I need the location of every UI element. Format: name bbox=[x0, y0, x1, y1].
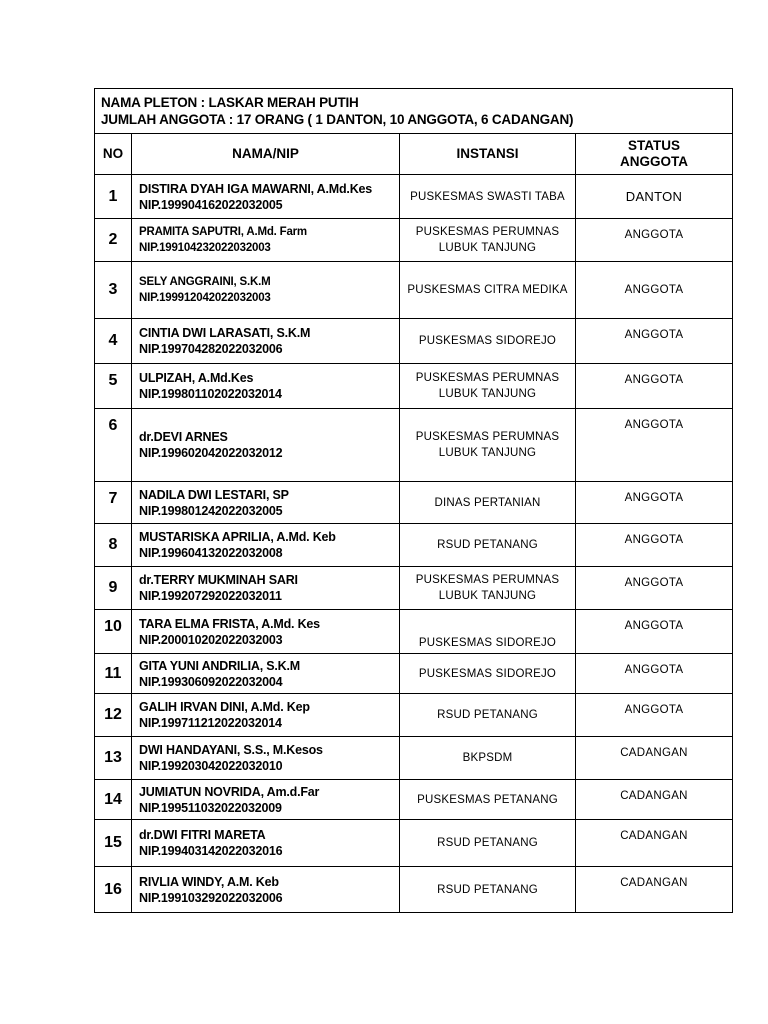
instansi-line2: LUBUK TANJUNG bbox=[438, 447, 537, 459]
row-number: 2 bbox=[95, 219, 132, 262]
member-instansi bbox=[400, 524, 576, 567]
member-status: CADANGAN bbox=[576, 780, 733, 820]
column-header-instansi: INSTANSI bbox=[400, 134, 576, 175]
row-number: 16 bbox=[95, 867, 132, 913]
table-row bbox=[95, 524, 733, 567]
member-instansi bbox=[400, 654, 576, 694]
member-instansi bbox=[400, 262, 576, 319]
member-nip: NIP.199801242022032005 bbox=[139, 503, 283, 518]
member-nip: NIP.199912042022032003 bbox=[139, 292, 271, 304]
instansi-line1: RSUD PETANANG bbox=[437, 539, 538, 551]
member-nip: NIP.199306092022032004 bbox=[139, 674, 283, 689]
column-header-row bbox=[95, 134, 733, 175]
row-number: 3 bbox=[95, 262, 132, 319]
member-name: MUSTARISKA APRILIA, A.Md. Keb bbox=[139, 530, 336, 544]
member-status: CADANGAN bbox=[576, 737, 733, 780]
column-header-status bbox=[576, 134, 733, 175]
member-instansi bbox=[400, 175, 576, 219]
member-cell bbox=[132, 319, 400, 364]
member-name: PRAMITA SAPUTRI, A.Md. Farm bbox=[139, 226, 307, 238]
member-status: ANGGOTA bbox=[576, 319, 733, 364]
member-cell bbox=[132, 820, 400, 867]
table-row bbox=[95, 364, 733, 409]
member-cell bbox=[132, 567, 400, 610]
instansi-line1: RSUD PETANANG bbox=[437, 709, 538, 721]
member-cell bbox=[132, 262, 400, 319]
member-nip: NIP.199801102022032014 bbox=[139, 387, 282, 401]
member-status: ANGGOTA bbox=[576, 409, 733, 482]
roster-table bbox=[94, 88, 733, 913]
member-status: ANGGOTA bbox=[576, 694, 733, 737]
member-instansi bbox=[400, 567, 576, 610]
member-cell bbox=[132, 780, 400, 820]
row-number: 6 bbox=[95, 409, 132, 482]
row-number: 14 bbox=[95, 780, 132, 820]
member-nip: NIP.199203042022032010 bbox=[139, 759, 283, 773]
instansi-line1: PUSKESMAS PERUMNAS bbox=[415, 226, 560, 238]
member-name: TARA ELMA FRISTA, A.Md. Kes bbox=[139, 616, 320, 631]
member-nip: NIP.199604132022032008 bbox=[139, 546, 283, 560]
instansi-line1: PUSKESMAS PETANANG bbox=[417, 793, 558, 806]
member-nip: NIP.199511032022032009 bbox=[139, 800, 282, 815]
member-instansi bbox=[400, 364, 576, 409]
table-row bbox=[95, 867, 733, 913]
member-status: ANGGOTA bbox=[576, 219, 733, 262]
member-name: CINTIA DWI LARASATI, S.K.M bbox=[139, 326, 311, 340]
member-instansi bbox=[400, 409, 576, 482]
table-row bbox=[95, 319, 733, 364]
member-cell bbox=[132, 867, 400, 913]
instansi-line1: PUSKESMAS SIDOREJO bbox=[418, 335, 557, 347]
member-nip: NIP.199904162022032005 bbox=[139, 197, 283, 212]
member-name: GITA YUNI ANDRILIA, S.K.M bbox=[139, 658, 300, 673]
table-row bbox=[95, 567, 733, 610]
table-row bbox=[95, 262, 733, 319]
table-row bbox=[95, 482, 733, 524]
member-count: JUMLAH ANGGOTA : 17 ORANG ( 1 DANTON, 10 ANGGOTA, 6 CADANGAN) bbox=[101, 112, 574, 127]
roster-header-row bbox=[95, 89, 733, 134]
member-nip: NIP.200010202022032003 bbox=[139, 632, 283, 647]
row-number: 5 bbox=[95, 364, 132, 409]
table-row bbox=[95, 694, 733, 737]
instansi-line1: PUSKESMAS SWASTI TABA bbox=[410, 190, 565, 203]
instansi-line1: PUSKESMAS CITRA MEDIKA bbox=[407, 284, 568, 296]
member-nip: NIP.199403142022032016 bbox=[139, 844, 283, 858]
table-row bbox=[95, 780, 733, 820]
instansi-line2: LUBUK TANJUNG bbox=[438, 590, 537, 602]
member-name: dr.TERRY MUKMINAH SARI bbox=[139, 573, 298, 587]
member-nip: NIP.199602042022032012 bbox=[139, 446, 283, 460]
platoon-name: NAMA PLETON : LASKAR MERAH PUTIH bbox=[101, 95, 359, 110]
member-instansi bbox=[400, 219, 576, 262]
table-row bbox=[95, 654, 733, 694]
member-nip: NIP.199104232022032003 bbox=[139, 242, 271, 254]
table-row bbox=[95, 175, 733, 219]
member-cell bbox=[132, 654, 400, 694]
member-status: ANGGOTA bbox=[576, 364, 733, 409]
member-cell bbox=[132, 175, 400, 219]
table-row bbox=[95, 737, 733, 780]
member-nip: NIP.199711212022032014 bbox=[139, 716, 282, 730]
member-name: GALIH IRVAN DINI, A.Md. Kep bbox=[139, 700, 310, 714]
member-cell bbox=[132, 482, 400, 524]
row-number: 8 bbox=[95, 524, 132, 567]
member-name: NADILA DWI LESTARI, SP bbox=[139, 487, 289, 502]
instansi-line1: PUSKESMAS PERUMNAS bbox=[415, 574, 560, 586]
table-row bbox=[95, 219, 733, 262]
roster-header bbox=[95, 89, 733, 134]
instansi-line1: PUSKESMAS PERUMNAS bbox=[415, 431, 560, 443]
instansi-line1: BKPSDM bbox=[462, 752, 513, 764]
instansi-line1: PUSKESMAS SIDOREJO bbox=[418, 667, 557, 680]
member-status: CADANGAN bbox=[576, 867, 733, 913]
member-cell bbox=[132, 364, 400, 409]
row-number: 11 bbox=[95, 654, 132, 694]
instansi-line1: PUSKESMAS SIDOREJO bbox=[418, 637, 557, 649]
instansi-line1: PUSKESMAS PERUMNAS bbox=[415, 372, 560, 384]
member-instansi bbox=[400, 694, 576, 737]
table-row bbox=[95, 409, 733, 482]
table-row bbox=[95, 610, 733, 654]
row-number: 15 bbox=[95, 820, 132, 867]
member-instansi bbox=[400, 867, 576, 913]
row-number: 10 bbox=[95, 610, 132, 654]
member-name: dr.DWI FITRI MARETA bbox=[139, 828, 266, 842]
instansi-line2: LUBUK TANJUNG bbox=[438, 242, 537, 254]
row-number: 7 bbox=[95, 482, 132, 524]
instansi-line1: RSUD PETANANG bbox=[437, 883, 538, 896]
member-status: CADANGAN bbox=[576, 820, 733, 867]
column-header-status-line2: ANGGOTA bbox=[620, 154, 688, 169]
member-nip: NIP.199704282022032006 bbox=[139, 342, 283, 356]
column-header-name: NAMA/NIP bbox=[132, 134, 400, 175]
member-status: ANGGOTA bbox=[576, 567, 733, 610]
member-instansi bbox=[400, 319, 576, 364]
row-number: 9 bbox=[95, 567, 132, 610]
member-name: JUMIATUN NOVRIDA, Am.d.Far bbox=[139, 784, 320, 799]
member-instansi bbox=[400, 820, 576, 867]
member-status: ANGGOTA bbox=[576, 482, 733, 524]
row-number: 4 bbox=[95, 319, 132, 364]
member-name: DISTIRA DYAH IGA MAWARNI, A.Md.Kes bbox=[139, 181, 373, 196]
member-instansi bbox=[400, 780, 576, 820]
member-status: ANGGOTA bbox=[576, 524, 733, 567]
member-status: ANGGOTA bbox=[576, 610, 733, 654]
member-status: DANTON bbox=[576, 175, 733, 219]
row-number: 13 bbox=[95, 737, 132, 780]
member-name: ULPIZAH, A.Md.Kes bbox=[139, 371, 254, 385]
member-nip: NIP.199103292022032006 bbox=[139, 890, 283, 905]
member-instansi bbox=[400, 482, 576, 524]
member-name: SELY ANGGRAINI, S.K.M bbox=[139, 276, 271, 288]
instansi-line1: DINAS PERTANIAN bbox=[434, 496, 541, 509]
instansi-line1: RSUD PETANANG bbox=[437, 837, 538, 849]
column-header-no: NO bbox=[95, 134, 132, 175]
member-cell bbox=[132, 610, 400, 654]
member-instansi bbox=[400, 737, 576, 780]
member-cell bbox=[132, 524, 400, 567]
table-row bbox=[95, 820, 733, 867]
member-nip: NIP.199207292022032011 bbox=[139, 589, 282, 603]
member-cell bbox=[132, 694, 400, 737]
instansi-line2: LUBUK TANJUNG bbox=[438, 388, 537, 400]
roster-body bbox=[95, 175, 733, 913]
row-number: 12 bbox=[95, 694, 132, 737]
member-status: ANGGOTA bbox=[576, 262, 733, 319]
member-name: RIVLIA WINDY, A.M. Keb bbox=[139, 874, 279, 889]
member-instansi bbox=[400, 610, 576, 654]
member-name: dr.DEVI ARNES bbox=[139, 430, 228, 444]
member-name: DWI HANDAYANI, S.S., M.Kesos bbox=[139, 743, 323, 757]
column-header-status-line1: STATUS bbox=[628, 138, 680, 153]
member-status: ANGGOTA bbox=[576, 654, 733, 694]
member-cell bbox=[132, 409, 400, 482]
member-cell bbox=[132, 219, 400, 262]
row-number: 1 bbox=[95, 175, 132, 219]
member-cell bbox=[132, 737, 400, 780]
